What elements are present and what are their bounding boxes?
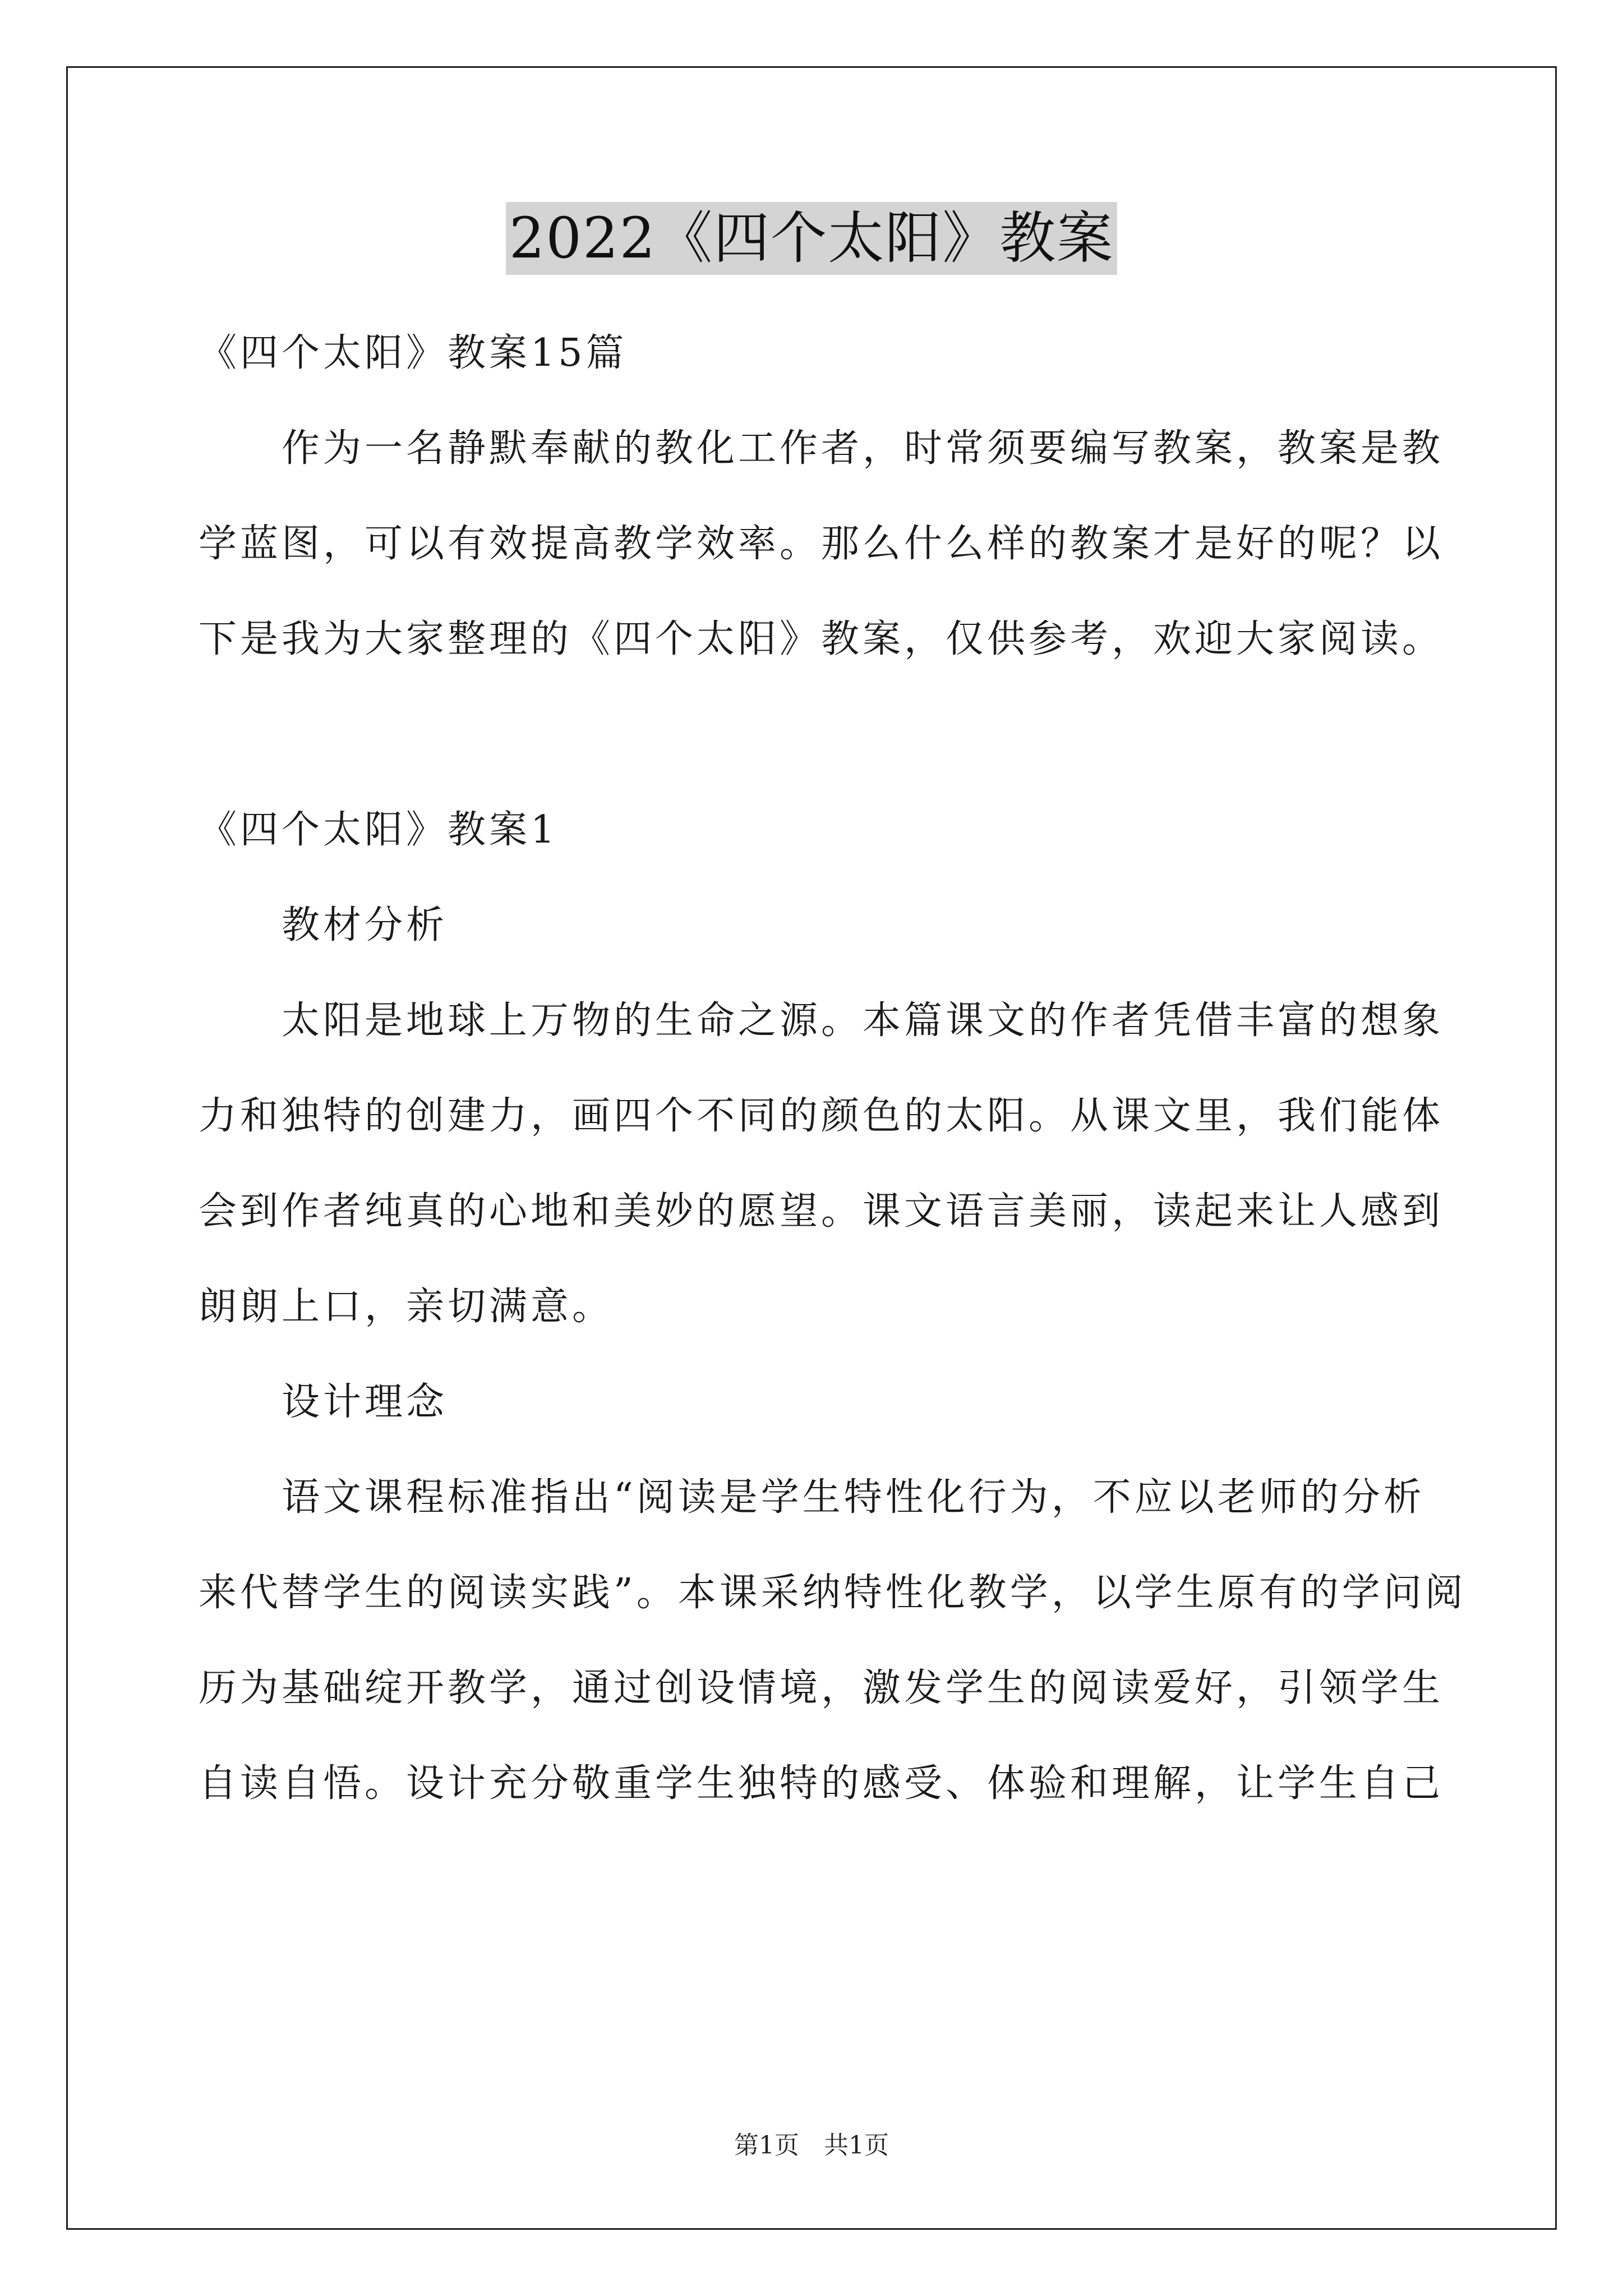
document-subtitle: 《四个太阳》教案15篇 — [199, 331, 628, 375]
material-line: 会到作者纯真的心地和美妙的愿望。课文语言美丽，读起来让人感到 — [199, 1189, 1444, 1234]
section-heading: 《四个太阳》教案1 — [199, 808, 559, 852]
page-footer: 第1页 共1页 — [734, 2131, 889, 2160]
material-heading: 教材分析 — [282, 903, 448, 947]
concept-line: 来代替学生的阅读实践”。本课采纳特性化教学，以学生原有的学问阅 — [199, 1571, 1467, 1615]
intro-line: 下是我为大家整理的《四个太阳》教案，仅供参考，欢迎大家阅读。 — [199, 617, 1444, 661]
concept-line: 历为基础绽开教学，通过创设情境，激发学生的阅读爱好，引领学生 — [199, 1666, 1444, 1710]
concept-heading: 设计理念 — [282, 1380, 448, 1424]
concept-line: 语文课程标准指出“阅读是学生特性化行为，不应以老师的分析 — [282, 1475, 1425, 1520]
document-body — [199, 306, 1467, 1832]
document-title: 2022《四个太阳》教案 — [506, 202, 1118, 275]
spacer — [199, 687, 1432, 783]
material-line: 朗朗上口，亲切满意。 — [199, 1285, 614, 1329]
material-line: 太阳是地球上万物的生命之源。本篇课文的作者凭借丰富的想象 — [282, 999, 1444, 1043]
concept-line: 自读自悟。设计充分敬重学生独特的感受、体验和理解，让学生自己 — [199, 1761, 1444, 1806]
intro-line: 作为一名静默奉献的教化工作者，时常须要编写教案，教案是教 — [282, 426, 1444, 471]
intro-line: 学蓝图，可以有效提高教学效率。那么什么样的教案才是好的呢？以 — [199, 522, 1444, 566]
material-line: 力和独特的创建力，画四个不同的颜色的太阳。从课文里，我们能体 — [199, 1094, 1444, 1138]
title-container — [0, 202, 1623, 275]
